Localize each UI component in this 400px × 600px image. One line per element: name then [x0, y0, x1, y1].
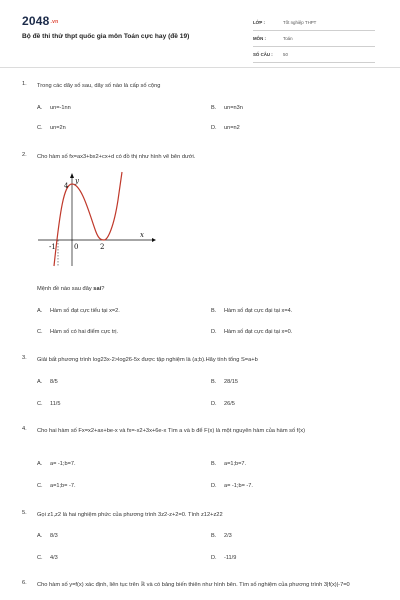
option-4b[interactable]: B. a=1;b=7. [211, 461, 247, 467]
question-2 [22, 152, 378, 164]
question-3 [22, 355, 378, 367]
tick-label-0: 0 [74, 243, 79, 251]
exam-title: Bộ đề thi thử thpt quốc gia môn Toán cực hay (đề 19) [22, 33, 190, 40]
option-3a[interactable]: A. 8/5 [37, 379, 58, 385]
option-1b[interactable]: B. un=n3n [211, 105, 243, 111]
option-5d[interactable]: D. -11/9 [211, 555, 237, 561]
question-text: Cho hàm số fx=ax3+bx2+cx+d có đồ thị như hình vẽ bên dưới. [37, 154, 196, 160]
question-number: 6. [22, 580, 27, 586]
option-2c[interactable]: C. Hàm số có hai điểm cực trị. [37, 329, 119, 335]
question-number: 3. [22, 355, 27, 361]
y-axis-label: y [75, 177, 79, 185]
option-3b[interactable]: B. 28/15 [211, 379, 238, 385]
question-number: 1. [22, 81, 27, 87]
y-axis-arrow-icon [70, 173, 74, 178]
x-axis-arrow-icon [152, 238, 156, 242]
meta-row-mon [253, 31, 375, 47]
cubic-function-graph [36, 170, 158, 270]
option-5a[interactable]: A. 8/3 [37, 533, 58, 539]
exam-meta-table [253, 15, 375, 63]
option-1d[interactable]: D. un=n2 [211, 125, 240, 131]
option-3c[interactable]: C. 11/5 [37, 401, 61, 407]
question-text: Cho hai hàm số Fx=x2+ax+be-x và fx=-x2+3x+6e-x Tìm a và b để F(x) là một nguyên hàm của hàm số f(x) [37, 428, 305, 434]
question-text: Cho hàm số y=f(x) xác định, liên tục trên ℝ và có bảng biến thiên như hình bên. Tìm số nghiệm của phương trình 3|f(x)|-7=0 [37, 582, 350, 588]
logo-suffix: .vn [50, 18, 59, 25]
meta-value-socau: 50 [283, 52, 288, 57]
question-text: Gọi z1,z2 là hai nghiệm phức của phương trình 3z2-z+2=0. Tính z12+z22 [37, 512, 223, 518]
meta-label-mon: MÔN : [253, 36, 266, 41]
option-1c[interactable]: C. un=2n [37, 125, 66, 131]
statement-emphasis: sai [93, 286, 102, 292]
question-number: 2. [22, 152, 27, 158]
question-number: 5. [22, 510, 27, 516]
tick-label-2: 2 [100, 243, 105, 251]
option-5c[interactable]: C. 4/3 [37, 555, 58, 561]
question-number: 4. [22, 426, 27, 432]
meta-value-mon: Toán [283, 36, 293, 41]
meta-row-lop [253, 15, 375, 31]
option-2a[interactable]: A. Hàm số đạt cực tiểu tại x=2. [37, 308, 120, 314]
option-2b[interactable]: B. Hàm số đạt cực đại tại x=4. [211, 308, 293, 314]
question-1 [22, 81, 378, 141]
site-logo[interactable] [22, 14, 58, 28]
meta-label-lop: LỚP : [253, 20, 265, 25]
option-4c[interactable]: C. a=1;b= -7. [37, 483, 76, 489]
meta-row-socau [253, 47, 375, 63]
option-5b[interactable]: B. 2/3 [211, 533, 232, 539]
tick-label-minus-one: -1 [49, 243, 56, 251]
option-3d[interactable]: D. 26/5 [211, 401, 235, 407]
question-text: Giải bất phương trình log23x-2>log26-5x được tập nghiệm là (a;b).Hãy tính tổng S=a+b [37, 357, 258, 363]
logo-text: 2048 [22, 14, 50, 28]
meta-label-socau: SỐ CÂU : [253, 52, 273, 57]
question-2-statement: Mệnh đề nào sau đây sai? [37, 286, 105, 292]
tick-label-4: 4 [64, 182, 69, 190]
question-6 [22, 580, 378, 600]
option-4a[interactable]: A. a= -1;b=7. [37, 461, 76, 467]
x-axis-label: x [140, 231, 144, 239]
question-5 [22, 510, 378, 522]
option-1a[interactable]: A. un=-1nn [37, 105, 71, 111]
header-divider [0, 67, 400, 68]
option-4d[interactable]: D. a= -1;b= -7. [211, 483, 253, 489]
option-2d[interactable]: D. Hàm số đạt cực đại tại x=0. [211, 329, 293, 335]
question-4 [22, 426, 378, 448]
question-text: Trong các dãy số sau, dãy số nào là cấp số cộng [37, 83, 161, 89]
meta-value-lop: Tốt nghiệp THPT [283, 20, 317, 25]
